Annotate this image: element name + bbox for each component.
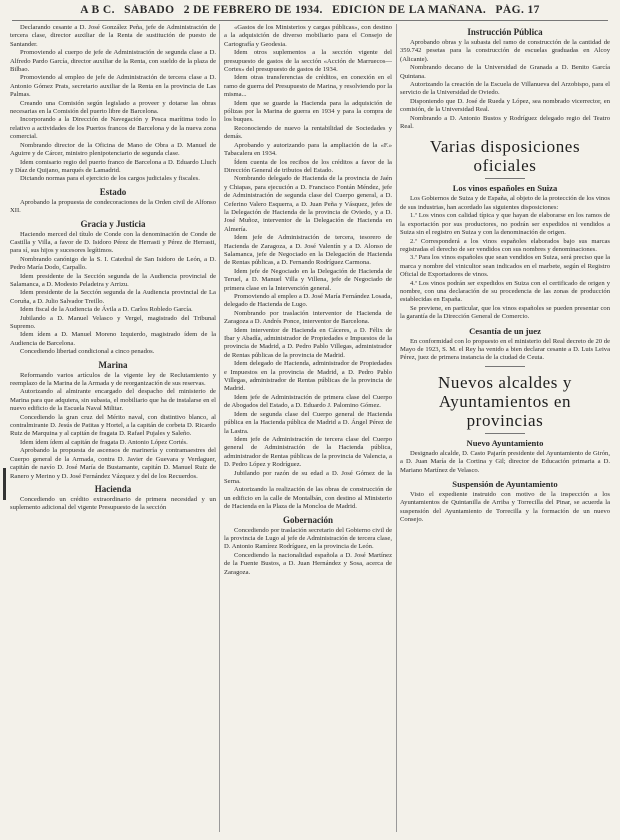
section-heading-estado: Estado — [99, 186, 127, 197]
paragraph: Dictando normas para el ejercicio de los cargos judiciales y fiscales. — [20, 175, 200, 183]
paragraph: Concediendo la nacionalidad española a D. José Martínez de la Fuente Bustos, a D. Juan Hernández y Sosa, acerca de Zaragoza. — [224, 551, 392, 576]
paragraph: 2.ª Corresponderá a los vinos españoles elaborados bajo sus marcas registradas el derecho de ser vendidos con sus nombres y denominaciones. — [400, 237, 610, 253]
headline-nuevos-alcaldes: Nuevos alcaldes y Ayuntamientos en provincias — [438, 372, 572, 430]
paragraph: Reformando varios artículos de la vigente ley de Reclutamiento y reemplazo de la Marina de la Armada y de reorganización de sus reservas. — [10, 371, 216, 388]
paragraph: Autorizando la creación de la Escuela de Villanueva del Arzobispo, para el servicio de la Universidad de Oviedo. — [400, 81, 610, 97]
page-header — [12, 4, 608, 21]
column-3 — [400, 24, 610, 832]
paragraph: Nombrando director de la Oficina de Mano de Obra a D. Manuel de Aguirre y de Cárcer, ministro plenipotenciario de segunda clase. — [10, 141, 216, 158]
paragraph: Nombrando decano de la Universidad de Granada a D. Benito García Quintana. — [400, 64, 610, 80]
ornament-divider — [485, 178, 525, 179]
paragraph: Disponiendo que D. José de Rueda y López, sea nombrado vicerrector, en comisión, de la Universidad Real. — [400, 97, 610, 114]
paragraph: Incorporando a la Dirección de Navegación y Pesca marítima todo lo relativo a actividades de los Puertos francos de Barcelona y de la nueva zona comercial. — [10, 116, 216, 141]
column-rule-2 — [396, 24, 397, 832]
paragraph: Nombrando delegado de Hacienda de la provincia de Jaén y Chiapas, para ejecución a D. Francisco Fontán Méndez, jefe de Administración de segunda clase del Cuerpo general, a D. Ceferino Valero Esquerra, a D. Juan Peña y Vásquez, jefes de la Delegación de Hacienda de la provincia de Oviedo, y a D. José Muñoz, interventor de la Delegación de Hacienda en Almería. — [224, 175, 392, 233]
section-heading-hacienda: Hacienda — [94, 483, 132, 494]
paragraph: Idem jefe de Negociado en la Delegación de Hacienda de Teruel, a D. Manuel Villa y Villena, jefe de Negociado de primera clase en la Intervención general. — [224, 267, 392, 292]
paragraph: Promoviendo al empleo de jefe de Administración de tercera clase a D. Antonio Gómez Prats, secretario auxiliar de la Renta en la provincia de Las Palmas. — [10, 74, 216, 99]
header-page: PÁG. 17 — [495, 4, 540, 16]
paragraph: Idem que se guarde la Hacienda para la adquisición de pólizas por la Marina de guerra en 1934 y para la compra de los buques. — [224, 99, 392, 124]
paragraph: Aprobando y autorizando para la ampliación de la «F.» Tabacalera en 1934. — [224, 141, 392, 158]
section-heading-gracia: Gracia y Justicia — [80, 218, 146, 229]
column-2 — [224, 24, 392, 832]
paragraph: Ídem cuenta de los recibos de los créditos a favor de la Dirección General de tributos del Estado. — [224, 158, 392, 174]
section-heading-gobernacion: Gobernación — [282, 514, 333, 525]
section-heading-marina: Marina — [98, 359, 128, 370]
paragraph: Jubilando por razón de su edad a D. José Gómez de la Serna. — [224, 469, 392, 485]
header-left: A B C. — [80, 4, 115, 16]
paragraph: Idem de segunda clase del Cuerpo general de Hacienda pública en la Hacienda pública de Madrid a D. Ángel Pérez de la Lastra. — [224, 410, 392, 435]
paragraph: En conformidad con lo propuesto en el ministerio del Real decreto de 20 de Mayo de 1923, S. M. el Rey ha venido a bien declarar cesante a D. Luis Leiva Pérez, juez de primera instancia de la ciudad de Ceuta. — [400, 337, 610, 362]
margin-mark — [3, 468, 6, 500]
paragraph: Idem jefe de Administración de primera clase del Cuerpo de Abogados del Estado, a D. Eduardo J. Palomino Gómez. — [224, 393, 392, 410]
paragraph: Idem delegado de Hacienda, administrador de Propiedades e Impuestos en la provincia de Madrid, a D. Pedro Pablo Villegas, administrador de Rentas públicas de la provincia de Madrid. — [224, 360, 392, 393]
paragraph: Declarando cesante a D. José González Peña, jefe de Administración de tercera clase, director auxiliar de la Renta de sustitución de puesto de Santander. — [10, 24, 216, 48]
ornament-divider — [485, 366, 525, 367]
paragraph: Se previene, en particular, que los vinos españoles se pueden presentar con la garantía de la Dirección General de Comercio. — [400, 304, 610, 321]
paragraph: Idem otras transferencias de créditos, en conexión en el ramo de guerra del Presupuesto de Marina, y resolviendo por la misma... — [224, 74, 392, 99]
subheading-cesantia: Cesantía de un juez — [469, 325, 541, 336]
subheading-suspension: Suspensión de Ayuntamiento — [452, 479, 558, 489]
subheading-vinos: Los vinos españoles en Suiza — [452, 183, 558, 194]
header-day: SÁBADO — [124, 4, 175, 16]
paragraph: Nombrando por traslación interventor de Hacienda de Zaragoza a D. Andrés Ponce, interventor de Barcelona. — [224, 309, 392, 326]
paragraph: Nombrando a D. Antonio Bustos y Rodríguez delegado regio del Teatro Real. — [400, 114, 610, 131]
paragraph: Autorizando al almirante encargado del despacho del ministerio de Marina para que adquiera, sin subasta, el mobiliario que ha de instalarse en el nuevo edificio de la Escuela Naval Militar. — [10, 388, 216, 413]
paragraph: Visto el expediente instruido con motivo de la inspección a los Ayuntamientos de Quintanilla de Arriba y Torrecilla del Pinar, se acuerda la suspensión del Ayuntamiento de Torrecilla y la formación de un nuevo Consejo. — [400, 491, 610, 524]
header-date: 2 DE FEBRERO DE 1934. — [183, 4, 323, 16]
paragraph: Idem jefe de Administración de tercera, tesorero de Hacienda de Zaragoza, a D. José Valentín y a D. Alonso de Salamanca, jefe de Negociado en la Delegación de Hacienda de Rentas públicas, a D. Fernando Rodríguez Carmona. — [224, 234, 392, 267]
paragraph: Idem comisario regio del puerto franco de Barcelona a D. Eduardo Lluch y Díaz de Quijano, marqués de Lamadrid. — [10, 158, 216, 174]
paragraph: Designado alcalde, D. Casto Pajarín presidente del Ayuntamiento de Girón, a D. Juan María de la Cortina y Gil; director de Educación primaria a D. Mariano Martínez de Velasco. — [400, 449, 610, 474]
header-edition: EDICIÓN DE LA MAÑANA. — [332, 4, 487, 16]
paragraph: Nombrando canónigo de la S. I. Catedral de San Isidoro de León, a D. Pedro María Dodo, Carpallo. — [10, 255, 216, 272]
paragraph: Aprobando la propuesta de condecoraciones de la Orden civil de Alfonso XII. — [10, 198, 216, 215]
paragraph: Idem fiscal de la Audiencia de Ávila a D. Carlos Robledo García. — [20, 306, 193, 314]
paragraph: Autorizando la realización de las obras de construcción de un edificio en la calle de Montalbán, con destino al Ministerio de Hacienda en la Plaza de la Moncloa de Madrid. — [224, 486, 392, 511]
paragraph: 1.ª Los vinos con calidad típica y que hayan de elaborarse en los ramos de la exportación por sus productores, no podrán ser expedidos ni vendidos a Suiza sin el registro en Suiza y con la denominación de origen. — [400, 212, 610, 237]
column-1 — [10, 24, 216, 832]
column-rule-1 — [219, 24, 220, 832]
paragraph: Idem presidente de la Sección segunda de la Audiencia provincial de Salamanca, a D. Modesto Peladeira y Arrizu. — [10, 272, 216, 288]
paragraph: 4.ª Los vinos podrán ser expedidos en Suiza con el certificado de origen y nombre, con una declaración de su procedencia de las zonas de producción establecidas en España. — [400, 279, 610, 304]
section-heading-instruccion: Instrucción Pública — [467, 27, 543, 37]
paragraph: Concediendo la gran cruz del Mérito naval, con distintivo blanco, al contralmirante D. Jesús de Patitas y Hortel, a la capitán de corbeta D. Ricardo Ruiz de Marquina y al capitán de fragata D. Rafael Pujales y Saleño. — [10, 413, 216, 438]
paragraph: Haciendo merced del título de Conde con la denominación de Conde de Castilla y Villa, a favor de D. Isidoro Pérez de Herrasti y Pérez de Herrasti, para sí, sus hijos y sucesores legítimos. — [10, 230, 216, 255]
headline-varias-disposiciones: Varias disposiciones oficiales — [429, 137, 581, 176]
paragraph: «Gastos de los Ministerios y cargas públicas», con destino a la adquisición de diverso mobiliario para el Consejo de Cartografía y Geodesia. — [224, 24, 392, 48]
paragraph: Idem jefe de Administración de tercera clase del Cuerpo general de Administración de la Hacienda pública, administrador de Rentas públicas de la provincia de Valencia, a D. Pedro López y Rodríguez. — [224, 435, 392, 469]
paragraph: Idem ídem ídem al capitán de fragata D. Antonio López Cortés. — [20, 438, 188, 446]
paragraph: Aprobando obras y la subasta del ramo de construcción de la cantidad de 359.742 pesetas para la construcción de escuelas graduadas en Alcoy (Alicante). — [400, 39, 610, 63]
paragraph: Concediendo un crédito extraordinario de primera necesidad y un suplemento adicional del vigente Presupuesto de la sección — [10, 495, 216, 512]
paragraph: Aprobando la propuesta de ascensos de marinería y contramaestres del Cuerpo general de la Armada, contra D. Javier de Guevara y Verdaguer, capitán de navío D. José María de Bustamante, capitán D. Manuel Ruiz de Ranero y Merino y D. José Fernández Vázquez y del de los Recuerdos. — [10, 447, 216, 480]
paragraph: Concediendo libertad condicional a cinco penados. — [20, 348, 155, 356]
ornament-divider — [485, 433, 525, 434]
paragraph: Creando una Comisión según legislado a proveer y dotarse las obras necesarias en la Comisión del puerto libre de Barcelona. — [10, 99, 216, 116]
paragraph: Jubilando a D. Manuel Velasco y Vergel, magistrado del Tribunal Supremo. — [10, 314, 216, 330]
paragraph: Idem presidente de la Sección segunda de la Audiencia provincial de La Coruña, a D. Julio Salvador Treillo. — [10, 289, 216, 305]
paragraph: Promoviendo al empleo a D. José María Fernández Losada, delegado de Hacienda de Lugo. — [224, 293, 392, 309]
paragraph: Idem otros suplementos a la sección vigente del presupuesto de gastos de la sección «Acción de Marruecos—Cortes» del presupuesto de gastos de 1934. — [224, 49, 392, 74]
paragraph: Idem ídem a D. Manuel Moreno Izquierdo, magistrado ídem de la Audiencia de Barcelona. — [10, 331, 216, 347]
paragraph: Concediendo por traslación secretario del Gobierno civil de la provincia de Lugo al jefe de Administración de tercera clase, D. Antonio Ramírez Rodríguez, en la provincia de León. — [224, 526, 392, 551]
paragraph: Los Gobiernos de Suiza y de España, al objeto de la protección de los vinos de sus industrias, han acordado las siguientes disposiciones: — [400, 195, 610, 211]
paragraph: Idem interventor de Hacienda en Cáceres, a D. Félix de Ibar y Abadía, administrador de Propiedades e Impuestos de la provincia de Madrid, a D. Pedro Pablo Villegas, administrador de Rentas públicas de la provincia de Madrid. — [224, 326, 392, 359]
paragraph: Promoviendo al cuerpo de jefe de Administración de segunda clase a D. Alfredo Pardo García, director auxiliar de la Renta, con sueldo de la plaza de Bilbao. — [10, 49, 216, 74]
paragraph: Reconociendo de nuevo la rentabilidad de Sociedades y demás. — [224, 124, 392, 141]
subheading-nuevo-ayuntamiento: Nuevo Ayuntamiento — [466, 437, 544, 448]
paragraph: 3.ª Para los vinos españoles que sean vendidos en Suiza, será preciso que la marca y nombre del vinicultor sean indicados en el marbete, según el Registro Oficial de Exportadores de vinos. — [400, 254, 610, 279]
